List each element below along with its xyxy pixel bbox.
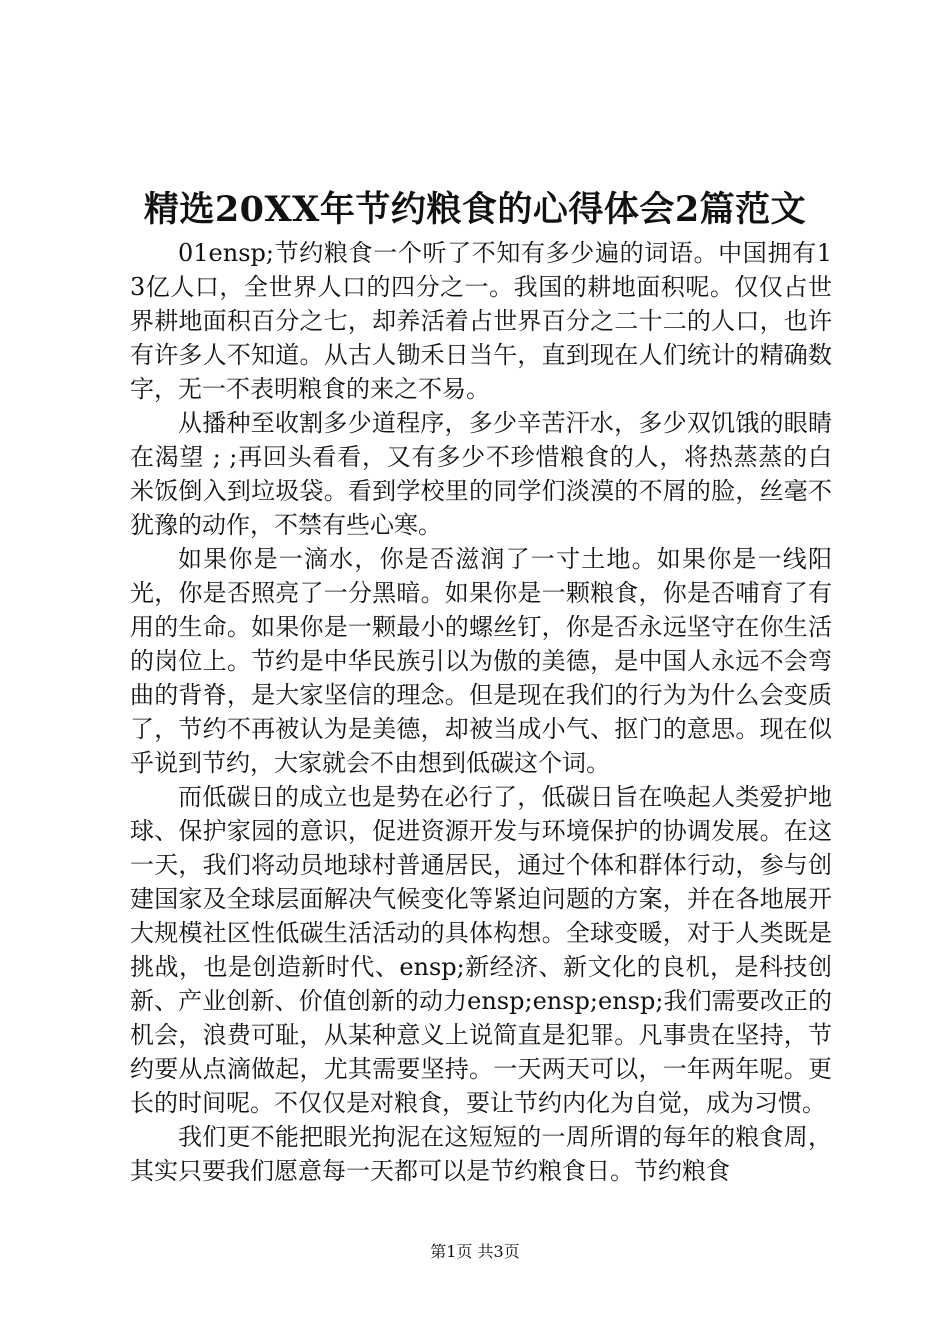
paragraph-3: 如果你是一滴水，你是否滋润了一寸土地。如果你是一线阳光，你是否照亮了一分黑暗。如果你是一颗粮食，你是否哺育了有用的生命。如果你是一颗最小的螺丝钉，你是否永远坚守在你生活的岗位上。节约是中华民族引以为傲的美德，是中国人永远不会弯曲的背脊，是大家坚信的理念。但是现在我们的行为为什么会变质了，节约不再被认为是美德，却被当成小气、抠门的意思。现在似乎说到节约，大家就会不由想到低碳这个词。	[130, 545, 832, 777]
paragraph-1: 01ensp;节约粮食一个听了不知有多少遍的词语。中国拥有13亿人口，全世界人口的四分之一。我国的耕地面积呢。仅仅占世界耕地面积百分之七，却养活着占世界百分之二十二的人口，也许有许多人不知道。从古人锄禾日当午，直到现在人们统计的精确数字，无一不表明粮食的来之不易。	[130, 239, 832, 403]
paragraph-4: 而低碳日的成立也是势在必行了，低碳日旨在唤起人类爱护地球、保护家园的意识，促进资源开发与环境保护的协调发展。在这一天，我们将动员地球村普通居民，通过个体和群体行动，参与创建国家及全球层面解决气候变化等紧迫问题的方案，并在各地展开大规模社区性低碳生活活动的具体构想。全球变暖，对于人类既是挑战，也是创造新时代、ensp;新经济、新文化的良机，是科技创新、产业创新、价值创新的动力ensp;ensp;ensp;我们需要改正的机会，浪费可耻，从某种意义上说简直是犯罪。凡事贵在坚持，节约要从点滴做起，尤其需要坚持。一天两天可以，一年两年呢。更长的时间呢。不仅仅是对粮食，要让节约内化为自觉，成为习惯。	[130, 783, 832, 1117]
paragraph-2: 从播种至收割多少道程序，多少辛苦汗水，多少双饥饿的眼睛在渴望 ; ;再回头看看，又有多少不珍惜粮食的人，将热蒸蒸的白米饭倒入到垃圾袋。看到学校里的同学们淡漠的不屑的脸，丝毫不犹豫的动作，不禁有些心寒。	[130, 409, 832, 539]
paragraph-5: 我们更不能把眼光拘泥在这短短的一周所谓的每年的粮食周，其实只要我们愿意每一天都可以是节约粮食日。节约粮食	[130, 1123, 832, 1185]
page-footer: 第1页 共3页	[430, 1242, 520, 1261]
document-title: 精选20XX年节约粮食的心得体会2篇范文	[143, 189, 807, 230]
document-body	[130, 236, 832, 1188]
